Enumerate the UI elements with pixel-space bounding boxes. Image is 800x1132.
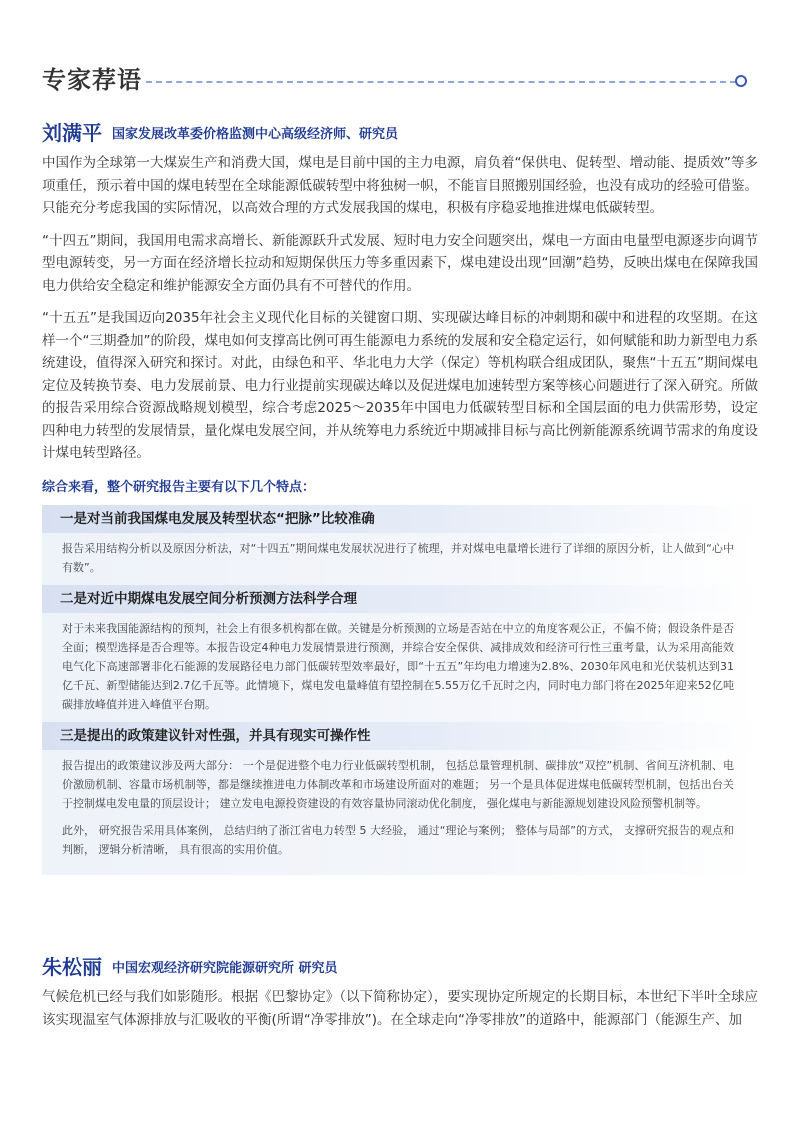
expert-heading bbox=[42, 950, 758, 980]
expert-heading bbox=[42, 116, 758, 146]
feature-text: 报告采用结构分析以及原因分析法，对“十四五”期间煤电发展状况进行了梳理，并对煤电电量增长进行了详细的原因分析，让人做到“心中有数”。 bbox=[62, 541, 734, 574]
features-box bbox=[42, 505, 758, 875]
feature-heading: 一是对当前我国煤电发展及转型状态“把脉”比较准确 bbox=[42, 505, 758, 533]
expert-title: 中国宏观经济研究院能源研究所 研究员 bbox=[112, 961, 338, 976]
section-header bbox=[42, 64, 748, 98]
feature-heading: 二是对近中期煤电发展空间分析预测方法科学合理 bbox=[42, 585, 758, 613]
circle-marker-icon bbox=[735, 75, 747, 87]
paragraph: 气候危机已经与我们如影随形。根据《巴黎协定》（以下简称协定），要实现协定所规定的长期目标，本世纪下半叶全球应该实现温室气体源排放与汇吸收的平衡(所谓“净零排放”)。在全球走向“净零排放”的道路中，能源部门（能源生产、加 bbox=[42, 989, 758, 1028]
expert-paragraphs bbox=[42, 986, 758, 1031]
section-title: 专家荐语 bbox=[42, 66, 142, 94]
paragraph: “十四五”期间，我国用电需求高增长、新能源跃升式发展、短时电力安全问题突出，煤电一方面由电量型电源逐步向调节型电源转变，另一方面在经济增长拉动和短期保供压力等多重因素下，煤电建设出现“回潮”趋势，反映出煤电在保障我国电力供给安全稳定和维护能源安全方面仍具有不可替代的作用。 bbox=[42, 232, 758, 294]
expert-section-1 bbox=[42, 116, 758, 875]
dashed-divider bbox=[146, 81, 736, 83]
paragraph: “十五五”是我国迈向2035年社会主义现代化目标的关键窗口期、实现碳达峰目标的冲刺期和碳中和进程的攻坚期。在这样一个“三期叠加”的阶段，煤电如何支撑高比例可再生能源电力系统的发展和安全稳定运行，如何赋能和助力新型电力系统建设，值得深入研究和探讨。对此，由绿色和平、华北电力大学（保定）等机构联合组成团队，聚焦“十五五”期间煤电定位及转换节奏、电力发展前景、电力行业提前实现碳达峰以及促进煤电加速转型方案等核心问题进行了深入研究。所做的报告采用综合资源战略规划模型，综合考虑2025～2035年中国电力低碳转型目标和全国层面的电力供需形势，设定四种电力转型的发展情景，量化煤电发展空间，并从统筹电力系统近中期减排目标与高比例新能源系统调节需求的角度设计煤电转型路径。 bbox=[42, 310, 758, 461]
expert-section-2 bbox=[42, 950, 758, 1031]
expert-name: 刘满平 bbox=[42, 121, 102, 145]
feature-heading: 三是提出的政策建议针对性强，并具有现实可操作性 bbox=[42, 722, 758, 750]
feature-text: 此外， 研究报告采用具体案例， 总结归纳了浙江省电力转型 5 大经验， 通过“理论与案例； 整体与局部”的方式， 支撑研究报告的观点和判断， 逻辑分析清晰， 具有很高的实用价值。 bbox=[62, 823, 734, 856]
paragraph: 中国作为全球第一大煤炭生产和消费大国，煤电是目前中国的主力电源，肩负着“保供电、促转型、增动能、提质效”等多项重任，预示着中国的煤电转型在全球能源低碳转型中将独树一帜，不能盲目照搬别国经验，也没有成功的经验可借鉴。只能充分考虑我国的实际情况，以高效合理的方式发展我国的煤电，积极有序稳妥地推进煤电低碳转型。 bbox=[42, 155, 758, 216]
feature-text: 对于未来我国能源结构的预判，社会上有很多机构都在做。关键是分析预测的立场是否站在中立的角度客观公正，不偏不倚；假设条件是否全面；模型选择是否合理等。本报告设定4种电力发展情景进行预测，并综合安全保供、减排成效和经济可行性三重考量，认为采用高能效电气化下高速部署非化石能源的发展路径电力部门低碳转型效率最好，即“十五五”年均电力增速为2.8%、2030年风电和光伏装机达到31亿千瓦、新型储能达到2.7亿千瓦等。此情境下，煤电发电量峰值有望控制在5.55万亿千瓦时之内，同时电力部门将在2025年迎来52亿吨碳排放峰值并进入峰值平台期。 bbox=[62, 621, 734, 711]
expert-paragraphs bbox=[42, 152, 758, 465]
expert-title: 国家发展改革委价格监测中心高级经济师、研究员 bbox=[112, 127, 399, 142]
feature-text: 报告提出的政策建议涉及两大部分： 一个是促进整个电力行业低碳转型机制， 包括总量管理机制、碳排放“双控”机制、省间互济机制、电价激励机制、容量市场机制等，都是继续推进电力体制改革和市场建设所面对的难题； 另一个是具体促进煤电低碳转型机制，包括出台关于控制煤电发电量的顶层设计； 建立发电电源投资建设的有效容量协同滚动优化制度， 强化煤电与新能源规划建设风险预警机制等。 bbox=[62, 758, 734, 810]
summary-intro: 综合来看，整个研究报告主要有以下几个特点： bbox=[42, 479, 316, 495]
expert-name: 朱松丽 bbox=[42, 955, 102, 979]
